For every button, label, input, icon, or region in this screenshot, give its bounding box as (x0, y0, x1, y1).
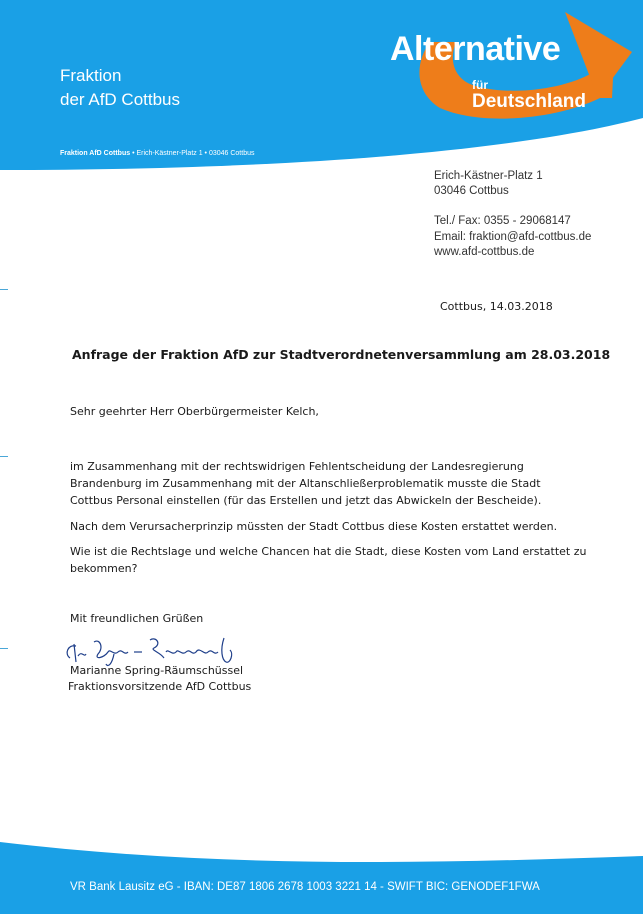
contact-phone: Tel./ Fax: 0355 - 29068147 (434, 215, 571, 227)
footer-background (0, 842, 643, 914)
return-address (60, 150, 254, 157)
letter-subject: Anfrage der Fraktion AfD zur Stadtverordnetenversammlung am 28.03.2018 (72, 347, 611, 362)
footer (0, 842, 643, 914)
logo-fuer: für (472, 78, 488, 92)
return-address-bold: Fraktion AfD Cottbus (60, 150, 131, 157)
signer-name: Marianne Spring-Räumschüssel (70, 664, 244, 677)
paragraph1-line: Cottbus Personal einstellen (für das Erstellen und jetzt das Abwickeln der Bescheide). (70, 494, 542, 507)
fold-mark (0, 289, 8, 290)
logo-deutschland: Deutschland (472, 91, 587, 112)
letter-closing: Mit freundlichen Grüßen (70, 612, 204, 625)
paragraph3-line: bekommen? (70, 562, 138, 575)
contact-web: www.afd-cottbus.de (434, 246, 535, 258)
paragraph2: Nach dem Verursacherprinzip müssten der Stadt Cottbus diese Kosten erstattet werden. (70, 520, 558, 533)
return-address-rest: • Erich-Kästner-Platz 1 • 03046 Cottbus (130, 150, 255, 157)
fold-mark (0, 456, 8, 457)
letterhead (0, 0, 643, 190)
letter-salutation: Sehr geehrter Herr Oberbürgermeister Kelch, (70, 405, 319, 418)
faction-name-line2: der AfD Cottbus (60, 90, 181, 109)
footer-bank-details: VR Bank Lausitz eG - IBAN: DE87 1806 2678 1003 3221 14 - SWIFT BIC: GENODEF1FWA (70, 881, 540, 893)
contact-street: Erich-Kästner-Platz 1 (434, 170, 543, 182)
contact-email: Email: fraktion@afd-cottbus.de (434, 231, 592, 243)
paragraph1-line: Brandenburg im Zusammenhang mit der Altanschließerproblematik musste die Stadt (70, 477, 541, 490)
logo-alternative: Alternative (390, 30, 561, 68)
faction-name-line1: Fraktion (60, 66, 122, 85)
letter-date: Cottbus, 14.03.2018 (440, 300, 553, 313)
paragraph1-line: im Zusammenhang mit der rechtswidrigen Fehlentscheidung der Landesregierung (70, 460, 524, 473)
paragraph3-line: Wie ist die Rechtslage und welche Chancen hat die Stadt, diese Kosten vom Land erstattet zu (70, 545, 587, 558)
fold-mark (0, 648, 8, 649)
signer-role: Fraktionsvorsitzende AfD Cottbus (68, 680, 252, 693)
contact-city: 03046 Cottbus (434, 185, 509, 197)
